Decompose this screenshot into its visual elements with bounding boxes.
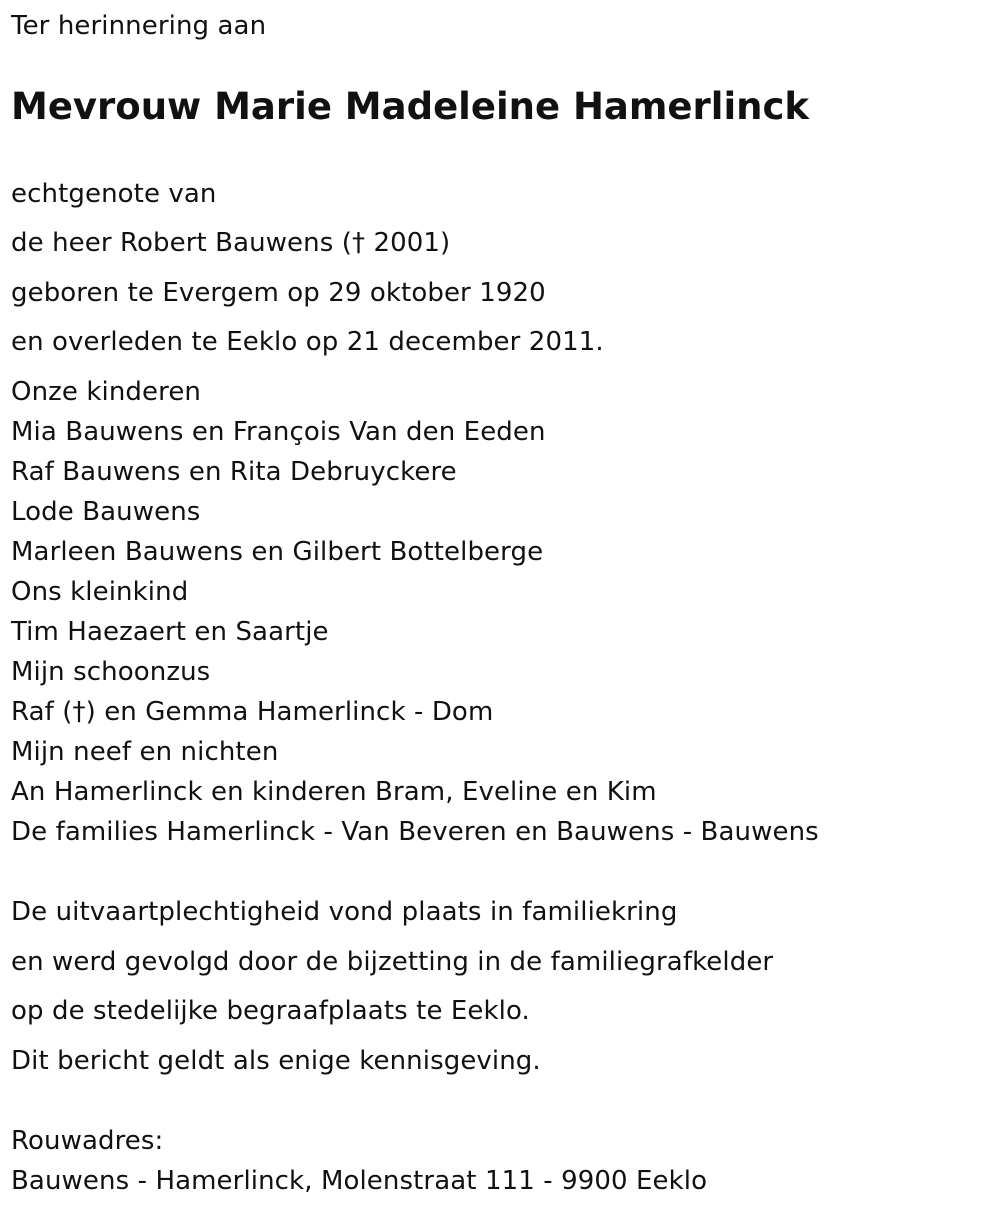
family-line: Marleen Bauwens en Gilbert Bottelberge (11, 537, 544, 567)
funeral-line: op de stedelijke begraafplaats te Eeklo. (11, 996, 530, 1026)
family-line: Mijn neef en nichten (11, 737, 279, 767)
funeral-line: Dit bericht geldt als enige kennisgeving. (11, 1046, 541, 1076)
funeral-line: De uitvaartplechtigheid vond plaats in familiekring (11, 897, 678, 927)
death-info: en overleden te Eeklo op 21 december 2011. (11, 327, 604, 357)
family-line: Ons kleinkind (11, 577, 189, 607)
spouse-name: de heer Robert Bauwens († 2001) (11, 228, 451, 258)
family-line: Onze kinderen (11, 377, 202, 407)
spouse-intro: echtgenote van (11, 179, 217, 209)
family-line: Lode Bauwens (11, 497, 201, 527)
address-label: Rouwadres: (11, 1126, 164, 1156)
family-line: Raf Bauwens en Rita Debruyckere (11, 457, 457, 487)
family-line: Mia Bauwens en François Van den Eeden (11, 417, 546, 447)
funeral-line: en werd gevolgd door de bijzetting in de familiegrafkelder (11, 947, 774, 977)
intro-text: Ter herinnering aan (11, 11, 267, 41)
family-line: De families Hamerlinck - Van Beveren en Bauwens - Bauwens (11, 817, 819, 847)
family-line: Tim Haezaert en Saartje (11, 617, 329, 647)
deceased-name: Mevrouw Marie Madeleine Hamerlinck (11, 85, 810, 128)
address-text: Bauwens - Hamerlinck, Molenstraat 111 - 9900 Eeklo (11, 1166, 708, 1196)
birth-info: geboren te Evergem op 29 oktober 1920 (11, 278, 546, 308)
family-line: Mijn schoonzus (11, 657, 211, 687)
family-line: Raf (†) en Gemma Hamerlinck - Dom (11, 697, 494, 727)
family-line: An Hamerlinck en kinderen Bram, Eveline en Kim (11, 777, 657, 807)
